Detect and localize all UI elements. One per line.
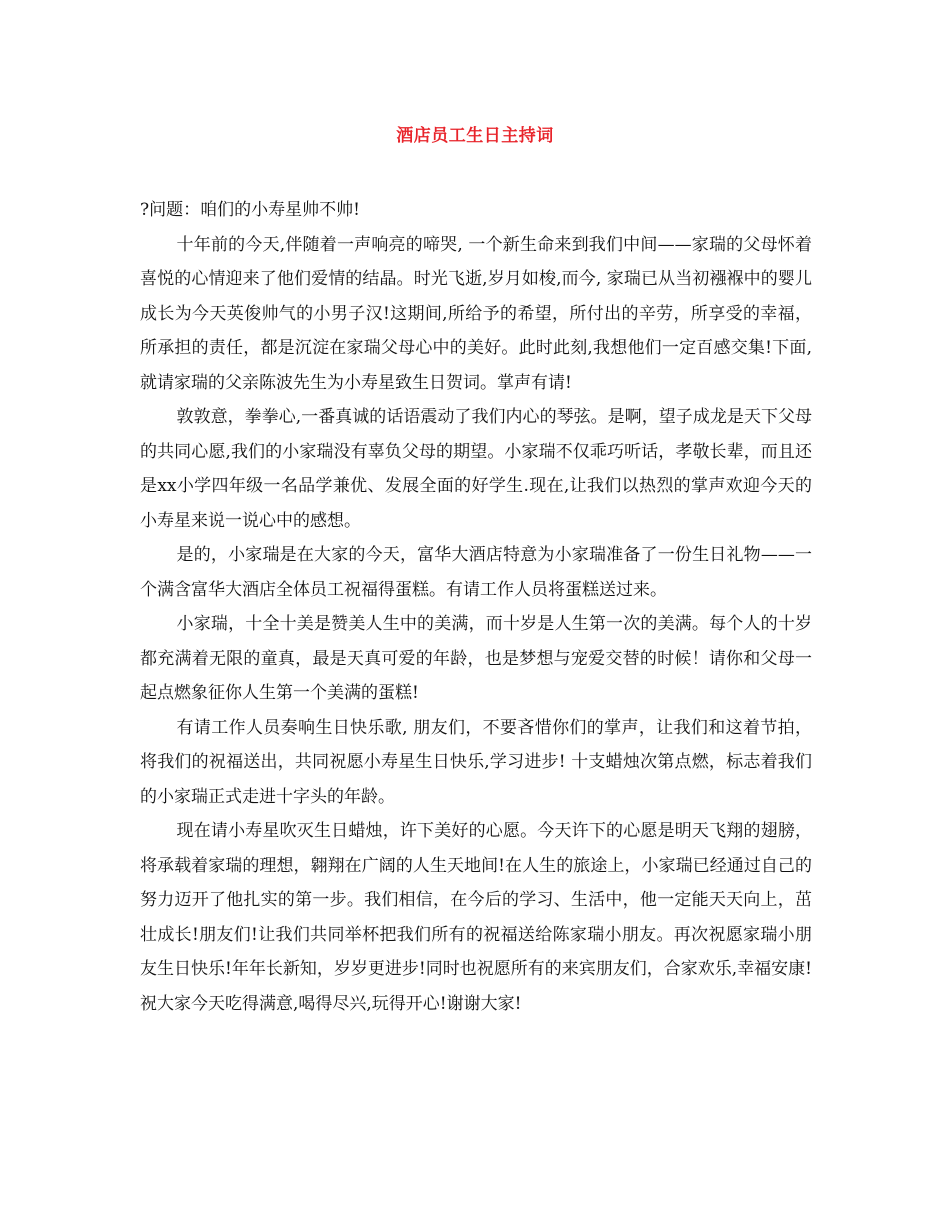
paragraph: 现在请小寿星吹灭生日蜡烛，许下美好的心愿。今天许下的心愿是明天飞翔的翅膀，将承载着家瑞的理想，翱翔在广阔的人生天地间!在人生的旅途上，小家瑞已经通过自己的努力迈开了他扎实的第一步。我们相信，在今后的学习、生活中，他一定能天天向上，茁壮成长!朋友们!让我们共同举杯把我们所有的祝福送给陈家瑞小朋友。再次祝愿家瑞小朋友生日快乐!年年长新知，岁岁更进步!同时也祝愿所有的来宾朋友们，合家欢乐,幸福安康!祝大家今天吃得满意,喝得尽兴,玩得开心!谢谢大家! [140, 821, 812, 1014]
paragraph: 是的，小家瑞是在大家的今天，富华大酒店特意为小家瑞准备了一份生日礼物——一个满含富华大酒店全体员工祝福得蛋糕。有请工作人员将蛋糕送过来。 [140, 545, 812, 600]
paragraph: 有请工作人员奏响生日快乐歌, 朋友们，不要吝惜你们的掌声，让我们和这着节拍，将我们的祝福送出，共同祝愿小寿星生日快乐,学习进步! 十支蜡烛次第点燃，标志着我们的小家瑞正式走进十字头的年龄。 [140, 717, 812, 807]
document-body [140, 193, 812, 1021]
paragraph: 敦敦意，拳拳心,一番真诚的话语震动了我们内心的琴弦。是啊，望子成龙是天下父母的共同心愿,我们的小家瑞没有辜负父母的期望。小家瑞不仅乖巧听话，孝敬长辈，而且还是xx小学四年级一名品学兼优、发展全面的好学生.现在,让我们以热烈的掌声欢迎今天的小寿星来说一说心中的感想。 [140, 407, 812, 531]
paragraph: 十年前的今天,伴随着一声响亮的啼哭, 一个新生命来到我们中间——家瑞的父母怀着喜悦的心情迎来了他们爱情的结晶。时光飞逝,岁月如梭,而今, 家瑞已从当初襁褓中的婴儿成长为今天英俊帅气的小男子汉!这期间,所给予的希望，所付出的辛劳，所享受的幸福，所承担的责任，都是沉淀在家瑞父母心中的美好。此时此刻,我想他们一定百感交集!下面,就请家瑞的父亲陈波先生为小寿星致生日贺词。掌声有请! [140, 234, 812, 393]
paragraph: 小家瑞，十全十美是赞美人生中的美满，而十岁是人生第一次的美满。每个人的十岁都充满着无限的童真，最是天真可爱的年龄，也是梦想与宠爱交替的时候！请你和父母一起点燃象征你人生第一个美满的蛋糕! [140, 614, 812, 703]
paragraph-question: ?问题：咱们的小寿星帅不帅! [140, 200, 360, 220]
document-title: 酒店员工生日主持词 [396, 126, 554, 146]
